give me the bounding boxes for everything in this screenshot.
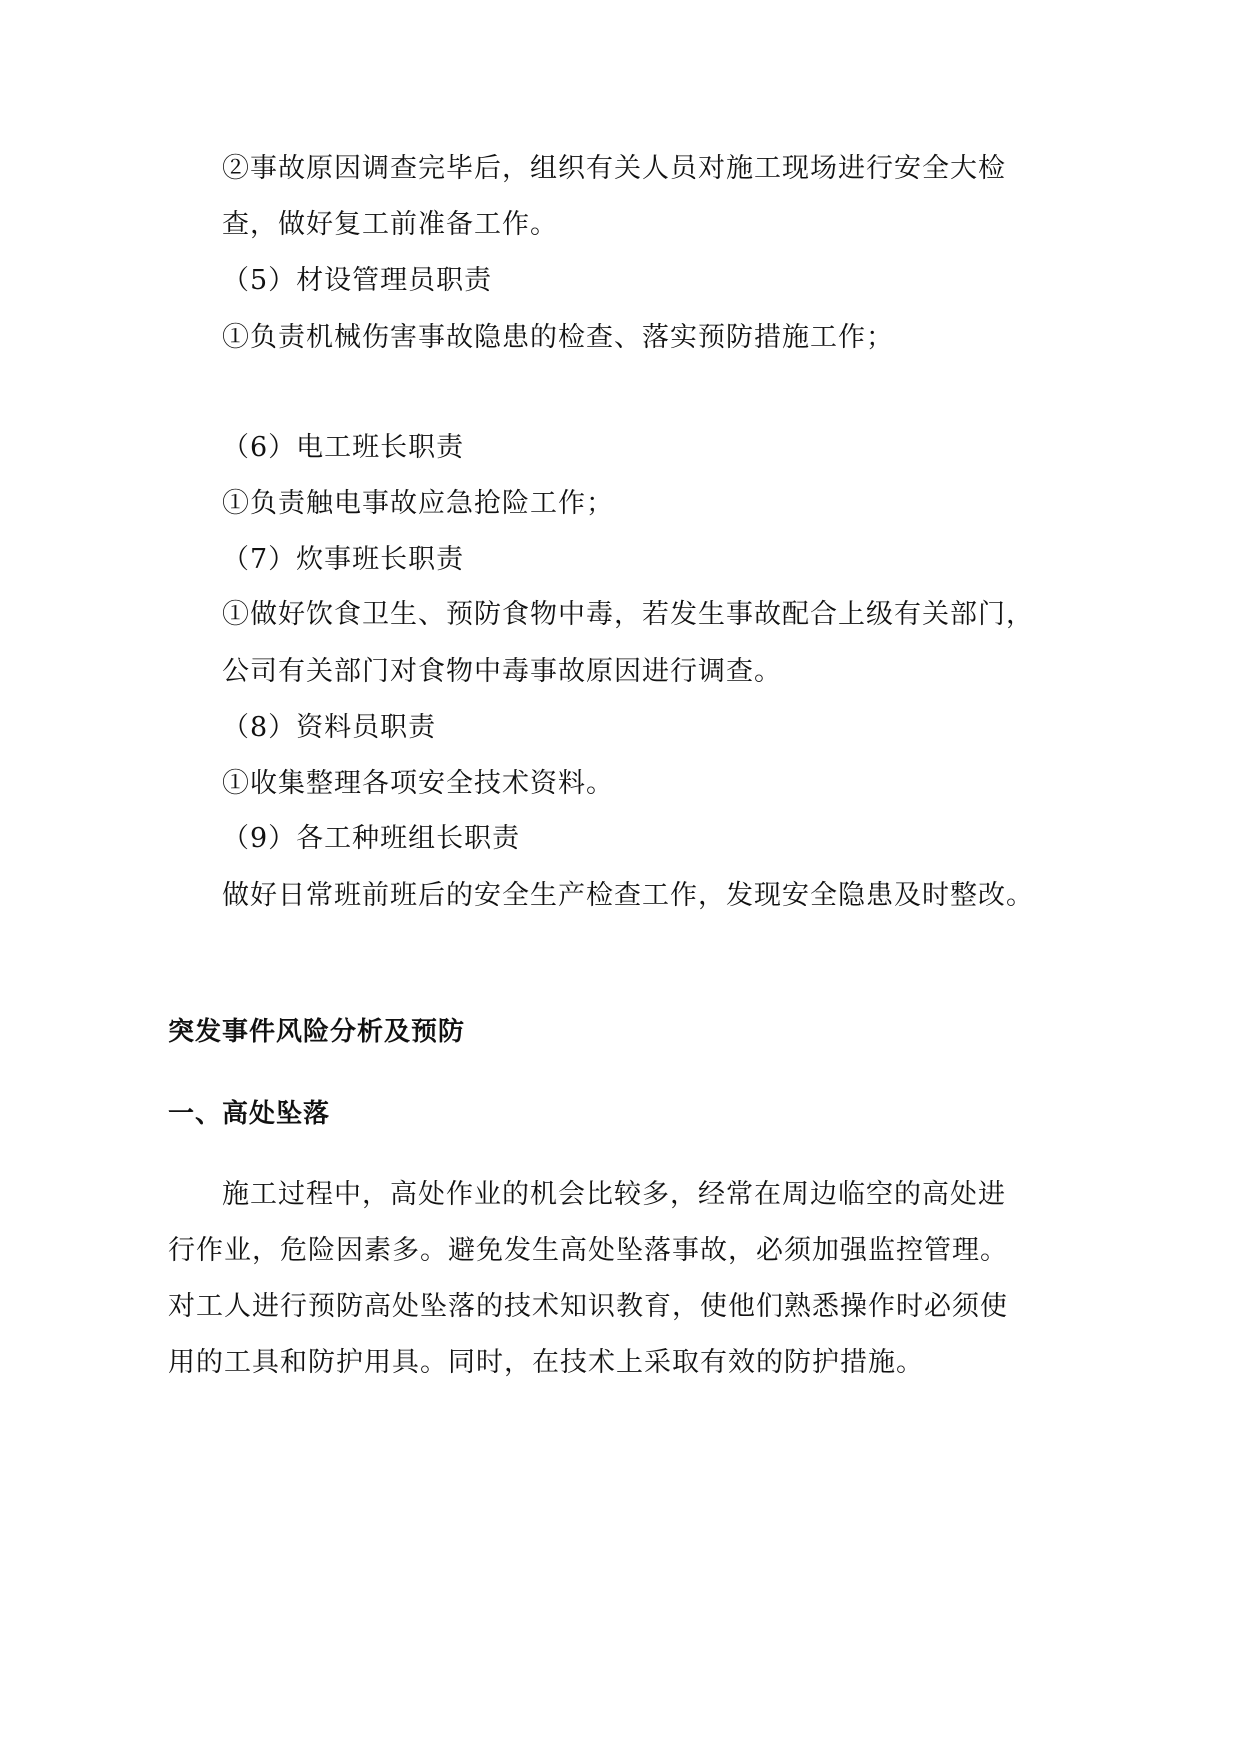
item9-point1: 做好日常班前班后的安全生产检查工作，发现安全隐患及时整改。 xyxy=(222,880,1034,911)
item8-heading: （8）资料员职责 xyxy=(222,712,437,743)
paragraph-line: 施工过程中，高处作业的机会比较多，经常在周边临空的高处进 xyxy=(222,1179,1006,1210)
item6-point1: ①负责触电事故应急抢险工作； xyxy=(222,488,614,519)
paragraph-line: 用的工具和防护用具。同时，在技术上采取有效的防护措施。 xyxy=(168,1347,924,1378)
paragraph-line: 对工人进行预防高处坠落的技术知识教育，使他们熟悉操作时必须使 xyxy=(168,1291,1008,1322)
subsection-title: 一、高处坠落 xyxy=(168,1099,331,1129)
item8-point1: ①收集整理各项安全技术资料。 xyxy=(222,768,614,799)
section-title: 突发事件风险分析及预防 xyxy=(168,1017,466,1047)
item7-heading: （7）炊事班长职责 xyxy=(222,544,465,575)
item5-heading: （5）材设管理员职责 xyxy=(222,265,493,296)
item6-heading: （6）电工班长职责 xyxy=(222,432,465,463)
item7-point1-line1: ①做好饮食卫生、预防食物中毒，若发生事故配合上级有关部门， xyxy=(222,599,1034,630)
item5-point1: ①负责机械伤害事故隐患的检查、落实预防措施工作； xyxy=(222,322,894,353)
item7-point1-line2: 公司有关部门对食物中毒事故原因进行调查。 xyxy=(222,656,782,687)
item4-point2-line2: 查，做好复工前准备工作。 xyxy=(222,209,558,240)
paragraph-line: 行作业，危险因素多。避免发生高处坠落事故，必须加强监控管理。 xyxy=(168,1235,1008,1266)
item4-point2-line1: ②事故原因调查完毕后，组织有关人员对施工现场进行安全大检 xyxy=(222,153,1006,184)
item9-heading: （9）各工种班组长职责 xyxy=(222,823,521,854)
